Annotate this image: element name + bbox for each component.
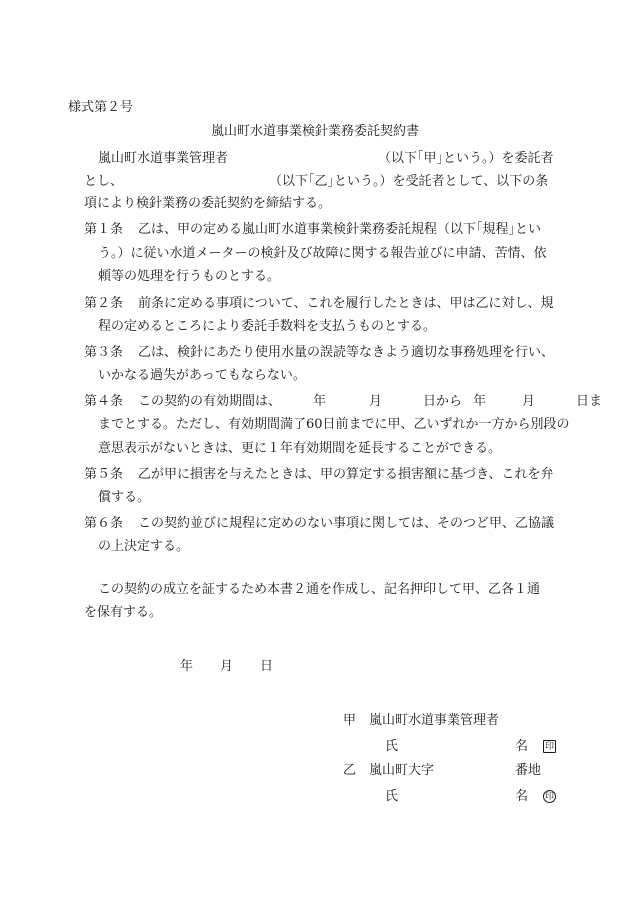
article-4-line: この契約の有効期間は、 <box>138 394 282 409</box>
party-a-name-suffix: 名 <box>515 739 529 754</box>
period-start-year: 年 <box>313 394 327 409</box>
article-4-heading: 第４条 <box>84 394 124 409</box>
article-1-heading: 第１条 <box>84 222 124 237</box>
period-end-month: 月 <box>522 394 536 409</box>
period-end-year: 年 <box>473 394 487 409</box>
article-4-line: までとする。ただし、有効期間満了60日前までに甲、乙いずれか一方から別段の <box>98 417 570 432</box>
article-3-heading: 第３条 <box>84 345 124 360</box>
article-3-line: いかなる過失があってもならない。 <box>98 368 306 383</box>
article-6-heading: 第６条 <box>84 516 124 531</box>
article-1-line: 乙は、甲の定める嵐山町水道事業検針業務委託規程（以下｢規程｣とい <box>138 222 542 237</box>
article-1-line: う。）に従い水道メーターの検針及び故障に関する報告並びに申請、苦情、依 <box>98 246 547 261</box>
party-a-name-label: 氏 <box>385 739 399 754</box>
party-b-seal-icon: 印 <box>544 792 554 802</box>
article-2-line: 前条に定める事項について、これを履行したときは、甲は乙に対し、規 <box>138 296 554 311</box>
party-b-address-suffix: 番地 <box>515 763 542 778</box>
form-number: 様式第２号 <box>68 100 134 115</box>
article-3-line: 乙は、検針にあたり使用水量の誤読等なきよう適切な事務処理を行い、 <box>138 345 555 360</box>
closing-line: この契約の成立を証するため本書２通を作成し、記名押印して甲、乙各１通 <box>98 582 541 597</box>
preamble-party-a-alias: （以下｢甲｣という。）を委託者 <box>378 151 554 166</box>
date-year: 年 <box>180 659 194 674</box>
article-6-line: の上決定する。 <box>98 539 190 554</box>
article-2-heading: 第２条 <box>84 296 124 311</box>
party-a-org: 嵐山町水道事業管理者 <box>369 713 500 728</box>
preamble-party-b-alias: （以下｢乙｣という。）を受託者として、以下の条 <box>269 174 549 189</box>
article-2-line: 程の定めるところにより委託手数料を支払うものとする。 <box>98 319 437 334</box>
preamble-line3: 項により検針業務の委託契約を締結する。 <box>84 196 332 211</box>
closing-line: を保有する。 <box>84 605 163 620</box>
party-b-name-suffix: 名 <box>515 789 529 804</box>
date-month: 月 <box>220 659 234 674</box>
article-5-line: 償する。 <box>98 490 151 505</box>
article-6-line: この契約並びに規程に定めのない事項に関しては、そのつど甲、乙協議 <box>138 516 555 531</box>
party-b-name-label: 氏 <box>385 789 399 804</box>
party-a-mark: 甲 <box>343 713 357 728</box>
date-day: 日 <box>260 659 274 674</box>
period-start-month: 月 <box>369 394 383 409</box>
article-1-line: 頼等の処理を行うものとする。 <box>98 269 281 284</box>
article-5-line: 乙が甲に損害を与えたときは、甲の算定する損害額に基づき、これを弁 <box>138 467 554 482</box>
period-end-day: 日ま <box>576 394 603 409</box>
preamble-line2-start: とし、 <box>84 174 124 189</box>
preamble-party-a: 嵐山町水道事業管理者 <box>98 151 229 166</box>
contract-title: 嵐山町水道事業検針業務委託契約書 <box>211 124 420 139</box>
article-4-line: 意思表示がないときは、更に１年有効期間を延長することができる。 <box>98 441 502 456</box>
party-b-mark: 乙 <box>343 763 357 778</box>
period-start-day: 日から <box>423 394 463 409</box>
article-5-heading: 第５条 <box>84 467 124 482</box>
party-b-address-prefix: 嵐山町大字 <box>369 763 435 778</box>
party-a-seal-icon: 印 <box>544 742 554 752</box>
